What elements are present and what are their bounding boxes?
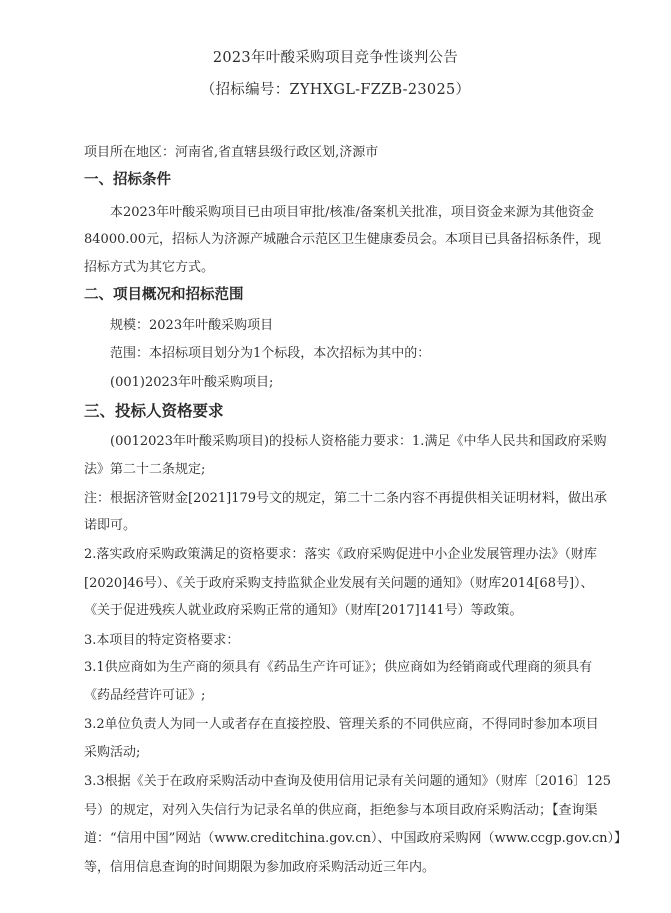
section-heading-2: 二、项目概况和招标范围 bbox=[84, 287, 244, 303]
paragraph-line: (0012023年叶酸采购项目)的投标人资格能力要求：1.满足《中华人民共和国政府采购 bbox=[110, 434, 607, 449]
paragraph-line: 道：“信用中国”网站（www.creditchina.gov.cn）、中国政府采购网（www.ccgp.gov.cn）】 bbox=[84, 831, 628, 846]
paragraph-line: 注：根据济管财金[2021]179号文的规定，第二十二条内容不再提供相关证明材料，做出承 bbox=[84, 491, 608, 506]
paragraph-line: 采购活动; bbox=[84, 745, 141, 760]
document-title: 2023年叶酸采购项目竞争性谈判公告 bbox=[212, 50, 459, 66]
paragraph-line: 规模：2023年叶酸采购项目 bbox=[110, 318, 274, 333]
paragraph-line: 3.3根据《关于在政府采购活动中查询及使用信用记录有关问题的通知》（财库〔2016〕125 bbox=[84, 774, 612, 789]
section-heading-3: 三、投标人资格要求 bbox=[84, 402, 224, 420]
paragraph-line: 3.2单位负责人为同一人或者存在直接控股、管理关系的不同供应商，不得同时参加本项目 bbox=[84, 717, 599, 732]
project-location: 项目所在地区：河南省,省直辖县级行政区划,济源市 bbox=[84, 145, 379, 160]
paragraph-line: (001)2023年叶酸采购项目; bbox=[110, 375, 274, 390]
section-heading-1: 一、招标条件 bbox=[84, 172, 171, 188]
paragraph-line: [2020]46号）、《关于政府采购支持监狱企业发展有关问题的通知》（财库2014[68号]）、 bbox=[84, 576, 594, 591]
paragraph-line: 84000.00元，招标人为济源产城融合示范区卫生健康委员会。本项目已具备招标条件，现 bbox=[84, 232, 602, 247]
paragraph-line: 3.1供应商如为生产商的须具有《药品生产许可证》；供应商如为经销商或代理商的须具有 bbox=[84, 660, 593, 675]
paragraph-line: 范围：本招标项目划分为1个标段，本次招标为其中的： bbox=[110, 346, 431, 361]
paragraph-line: 号）的规定，对列入失信行为记录名单的供应商，拒绝参与本项目政府采购活动；【查询渠 bbox=[84, 803, 598, 818]
paragraph-line: 诺即可。 bbox=[84, 518, 137, 533]
paragraph-line: 等，信用信息查询的时间期限为参加政府采购活动近三年内。 bbox=[84, 860, 436, 875]
paragraph-line: 招标方式为其它方式。 bbox=[84, 260, 215, 275]
bid-number: （招标编号：ZYHXGL-FZZB-23025） bbox=[200, 82, 471, 98]
paragraph-line: 《药品经营许可证》; bbox=[84, 688, 206, 703]
paragraph-line: 《关于促进残疾人就业政府采购正常的通知》（财库[2017]141号）等政策。 bbox=[84, 603, 523, 618]
paragraph-line: 本2023年叶酸采购项目已由项目审批/核准/备案机关批准，项目资金来源为其他资金 bbox=[110, 205, 594, 220]
paragraph-line: 2.落实政府采购政策满足的资格要求：落实《政府采购促进中小企业发展管理办法》（财库 bbox=[84, 547, 597, 562]
paragraph-line: 3.本项目的特定资格要求： bbox=[84, 633, 240, 648]
paragraph-line: 法》第二十二条规定; bbox=[84, 462, 206, 477]
